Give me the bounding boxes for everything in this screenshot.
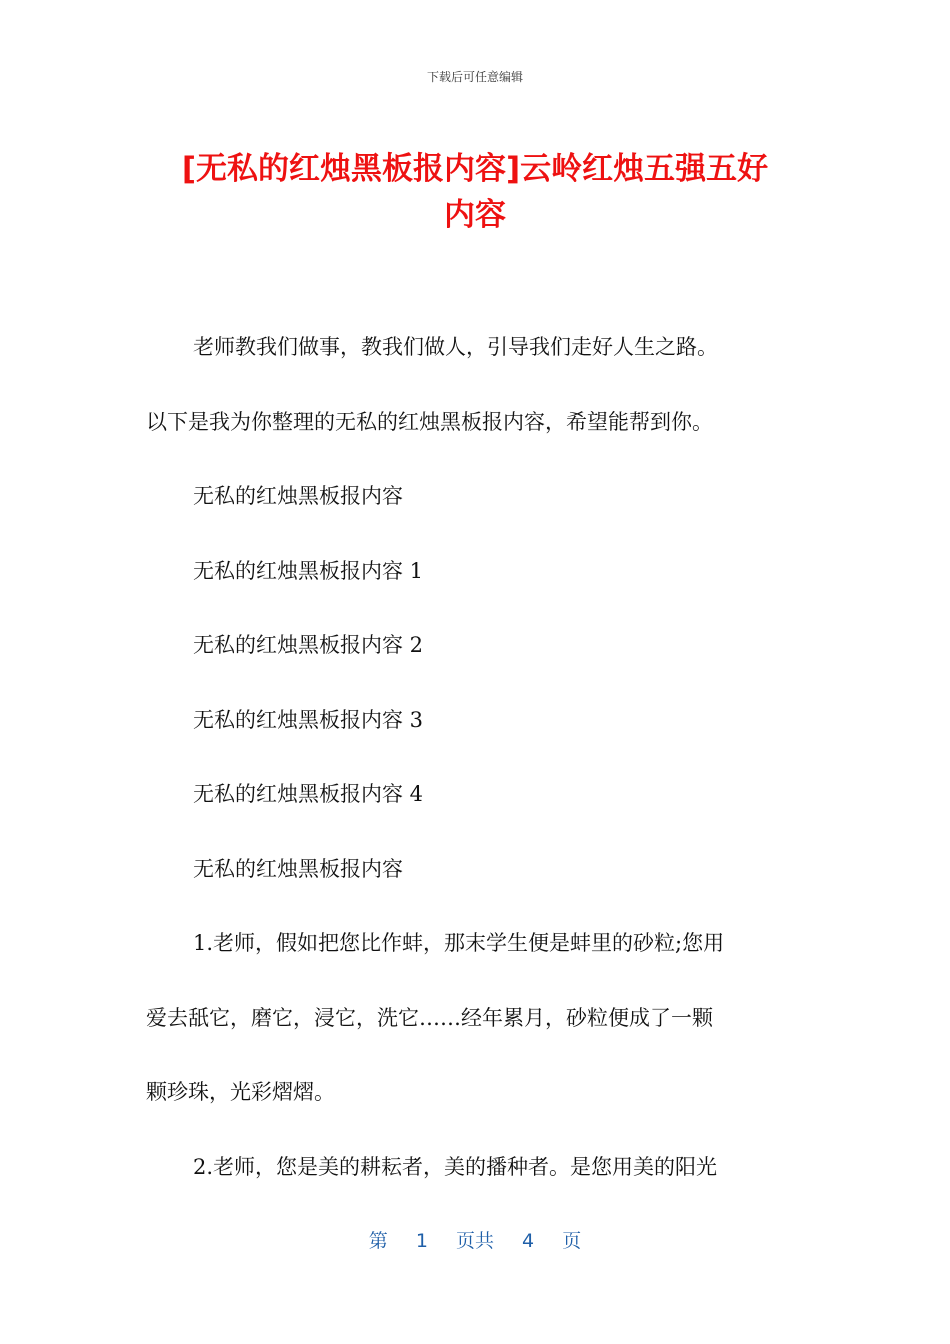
paragraph-intro-continued: 以下是我为你整理的无私的红烛黑板报内容，希望能帮到你。 [146, 409, 713, 434]
footer-page-total: 4 [522, 1230, 535, 1252]
footer-page-prefix: 第 [368, 1230, 388, 1252]
section-heading-repeat: 无私的红烛黑板报内容 [193, 856, 403, 881]
footer-page-mid: 页共 [455, 1230, 494, 1252]
toc-item-4: 无私的红烛黑板报内容 4 [193, 782, 424, 806]
footer-page-current: 1 [415, 1230, 428, 1252]
paragraph-item-1-line3: 颗珍珠，光彩熠熠。 [146, 1080, 335, 1104]
paragraph-item-1-line2: 爱去舐它，磨它，浸它，洗它……经年累月，砂粒便成了一颗 [146, 1005, 713, 1030]
header-note: 下载后可任意编辑 [426, 70, 523, 84]
section-heading: 无私的红烛黑板报内容 [193, 484, 403, 508]
toc-item-2: 无私的红烛黑板报内容 2 [193, 633, 424, 657]
paragraph-intro: 老师教我们做事，教我们做人，引导我们走好人生之路。 [193, 335, 718, 359]
document-body [146, 310, 806, 1204]
document-title-line2: 内容 [444, 197, 506, 233]
paragraph-item-2: 2.老师，您是美的耕耘者，美的播种者。是您用美的阳光 [193, 1154, 718, 1179]
toc-item-1: 无私的红烛黑板报内容 1 [193, 558, 424, 583]
document-title-line1: [无私的红烛黑板报内容]云岭红烛五强五好 [181, 151, 769, 187]
toc-item-3: 无私的红烛黑板报内容 3 [193, 707, 424, 732]
paragraph-item-1: 1.老师，假如把您比作蚌，那末学生便是蚌里的砂粒;您用 [193, 931, 725, 955]
page-footer [0, 1226, 950, 1253]
footer-page-suffix: 页 [562, 1230, 582, 1252]
document-title [130, 146, 820, 238]
